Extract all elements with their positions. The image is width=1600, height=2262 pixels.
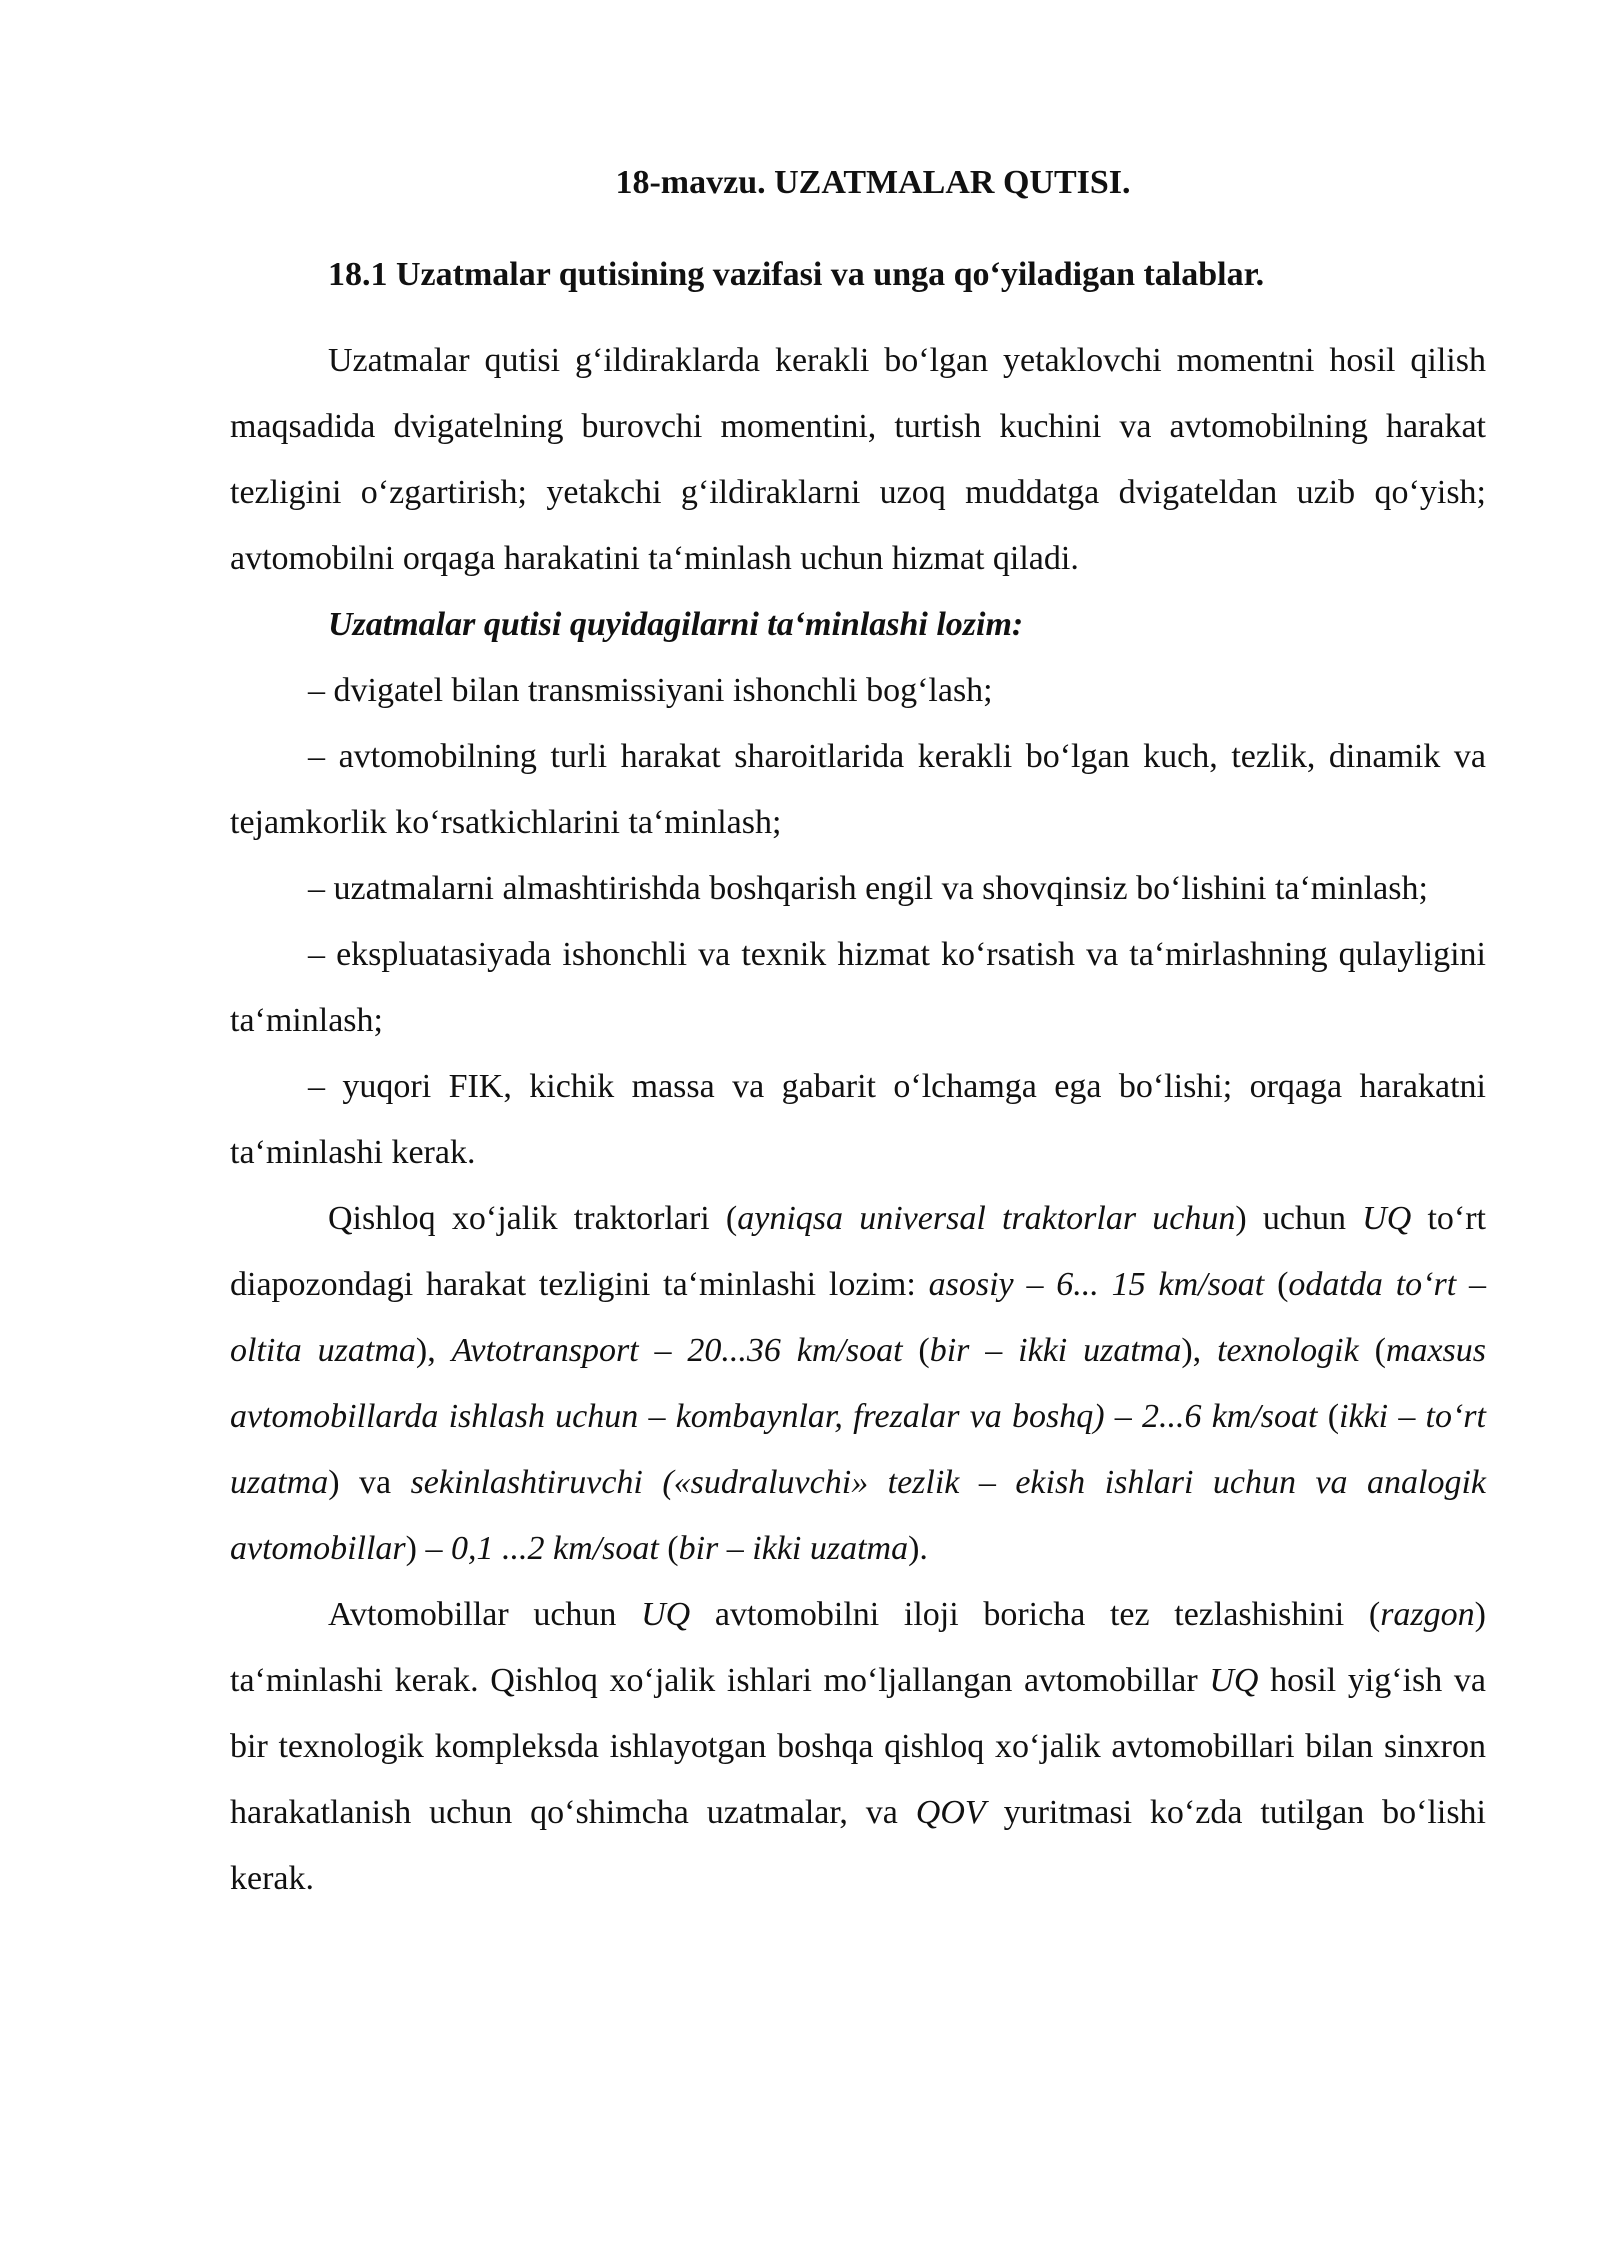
text-run (1105, 1398, 1115, 1435)
requirement-item: – dvigatel bilan transmissiyani ishonchli bog‘lash; (308, 672, 993, 709)
text-run: ) uchun (1235, 1200, 1363, 1237)
requirement-item: – ekspluatasiyada ishonchli va texnik hizmat ko‘rsatish va ta‘mirlashning qulayligini ta‘minlash; (230, 936, 1486, 1039)
text-run: ), (415, 1332, 452, 1369)
italic-run: UQ (1362, 1200, 1412, 1237)
document-page (230, 150, 1486, 1912)
section-subtitle: 18.1 Uzatmalar qutisining vazifasi va unga qo‘yiladigan talablar. (328, 256, 1265, 293)
text-run: to‘rt diapozondagi harakat tezligini ta‘minlashi lozim: (230, 1200, 1486, 1303)
requirement-item: – uzatmalarni almashtirishda boshqarish engil va shovqinsiz bo‘lishini ta‘minlash; (308, 870, 1428, 907)
text-run: ) (405, 1530, 426, 1567)
text-run: ( (658, 1530, 679, 1567)
text-run: ( (902, 1332, 930, 1369)
text-run: ) va (328, 1464, 411, 1501)
italic-run: UQ (641, 1596, 691, 1633)
text-run: ( (1264, 1266, 1289, 1303)
page-title: 18-mavzu. UZATMALAR QUTISI. (615, 164, 1131, 201)
italic-run: texnologik (1217, 1332, 1359, 1369)
text-run: Qishloq xo‘jalik traktorlari ( (328, 1200, 738, 1237)
italic-run: – 0,1 ...2 km/soat (425, 1530, 659, 1567)
requirements-heading: Uzatmalar qutisi quyidagilarni ta‘minlashi lozim: (328, 606, 1024, 643)
italic-run: odatda to‘rt – oltita uzatma (230, 1266, 1486, 1369)
text-run: ). (908, 1530, 928, 1567)
italic-run: ikki – to‘rt uzatma (230, 1398, 1486, 1501)
text-run: ( (1317, 1398, 1340, 1435)
automobile-paragraph (230, 1582, 1486, 1912)
text-run: Avtomobillar uchun (328, 1596, 642, 1633)
italic-run: – 2...6 km/soat (1114, 1398, 1318, 1435)
italic-run: ayniqsa universal traktorlar uchun (737, 1200, 1236, 1237)
text-run: ) ta‘minlashi kerak. Qishloq xo‘jalik ishlari mo‘ljallangan avtomobillar (230, 1596, 1486, 1699)
intro-paragraph: Uzatmalar qutisi g‘ildiraklarda kerakli bo‘lgan yetaklovchi momentni hosil qilish maqsadida dvigatelning burovchi momentini, turtish kuchini va avtomobilning harakat tezligini o‘zgartirish; yetakchi g‘ildiraklarni uzoq muddatga dvigateldan uzib qo‘yish; avtomobilni orqaga harakatini ta‘minlash uchun hizmat qiladi. (230, 342, 1486, 577)
italic-run: Avtotransport – 20...36 km/soat (451, 1332, 903, 1369)
italic-run: UQ (1209, 1662, 1259, 1699)
requirement-item: – avtomobilning turli harakat sharoitlarida kerakli bo‘lgan kuch, tezlik, dinamik va tejamkorlik ko‘rsatkichlarini ta‘minlash; (230, 738, 1486, 841)
text-run: ), (1181, 1332, 1218, 1369)
italic-run: bir – ikki uzatma (929, 1332, 1182, 1369)
italic-run: razgon (1380, 1596, 1475, 1633)
italic-run: maxsus avtomobillarda ishlash uchun – kombaynlar, frezalar va boshq) (230, 1332, 1486, 1435)
text-run: avtomobilni iloji boricha tez tezlashishini ( (690, 1596, 1381, 1633)
italic-run: asosiy – 6... 15 km/soat (928, 1266, 1265, 1303)
text-run: ( (1358, 1332, 1386, 1369)
text-run: hosil yig‘ish va bir texnologik kompleksda ishlayotgan boshqa qishloq xo‘jalik avtomobillari bilan sinxron harakatlanish uchun qo‘shimcha uzatmalar, va (230, 1662, 1486, 1831)
text-run: yuritmasi ko‘zda tutilgan bo‘lishi kerak. (230, 1794, 1487, 1897)
italic-run: sekinlashtiruvchi («sudraluvchi» tezlik – ekish ishlari uchun va analogik avtomobillar (230, 1464, 1486, 1567)
tractor-speeds-paragraph (230, 1186, 1486, 1582)
italic-run: QOV (915, 1794, 986, 1831)
requirement-item: – yuqori FIK, kichik massa va gabarit o‘lchamga ega bo‘lishi; orqaga harakatni ta‘minlashi kerak. (230, 1068, 1486, 1171)
italic-run: bir – ikki uzatma (678, 1530, 909, 1567)
